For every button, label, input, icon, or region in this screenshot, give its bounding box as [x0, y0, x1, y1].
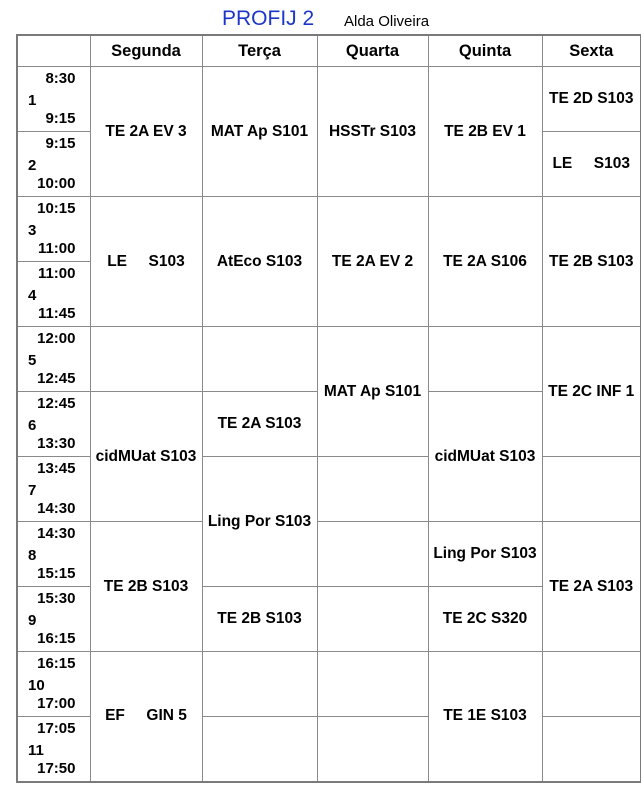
- slot-end-time: 10:00: [37, 175, 76, 192]
- slot-start-time: 14:30: [37, 525, 76, 542]
- time-slot-cell: [17, 457, 90, 522]
- slot-start-time: 8:30: [45, 70, 76, 87]
- lesson-cell: TE 2A S103: [542, 522, 641, 652]
- time-slot-cell: [17, 197, 90, 262]
- slot-number: 1: [28, 92, 37, 109]
- corner-cell: [17, 35, 90, 67]
- lesson-cell: cidMUat S103: [428, 392, 542, 522]
- slot-number: 11: [28, 742, 44, 759]
- slot-start-time: 17:05: [37, 720, 76, 737]
- lesson-cell: HSSTr S103: [317, 67, 428, 197]
- lesson-cell: Ling Por S103: [428, 522, 542, 587]
- lesson-cell: TE 2A EV 3: [90, 67, 202, 197]
- empty-cell: [317, 457, 428, 522]
- lesson-cell: TE 2D S103: [542, 67, 641, 132]
- slot-start-time: 11:00: [37, 265, 76, 282]
- empty-cell: [202, 327, 317, 392]
- empty-cell: [90, 327, 202, 392]
- lesson-cell: EF GIN 5: [90, 652, 202, 782]
- slot-end-time: 9:15: [45, 110, 76, 127]
- slot-end-time: 11:45: [37, 305, 76, 322]
- class-code: PROFIJ 2: [222, 7, 315, 30]
- lesson-cell: Ling Por S103: [202, 457, 317, 587]
- time-slot-cell: [17, 392, 90, 457]
- lesson-cell: MAT Ap S101: [202, 67, 317, 197]
- lesson-cell: TE 2A S103: [202, 392, 317, 457]
- slot-start-time: 12:45: [37, 395, 76, 412]
- slot-end-time: 14:30: [37, 500, 76, 517]
- timetable: [16, 34, 641, 783]
- lesson-cell: TE 1E S103: [428, 652, 542, 782]
- time-slot-cell: [17, 652, 90, 717]
- lesson-cell: TE 2B S103: [90, 522, 202, 652]
- lesson-cell: LE S103: [90, 197, 202, 327]
- slot-number: 4: [28, 287, 37, 304]
- slot-number: 5: [28, 352, 37, 369]
- empty-cell: [202, 717, 317, 782]
- empty-cell: [542, 652, 641, 717]
- time-slot-cell: [17, 522, 90, 587]
- time-slot-cell: [17, 262, 90, 327]
- slot-number: 3: [28, 222, 37, 239]
- empty-cell: [542, 457, 641, 522]
- slot-row: [17, 197, 641, 262]
- day-header-row: [17, 35, 641, 67]
- slot-number: 2: [28, 157, 37, 174]
- timetable-header: [0, 7, 641, 33]
- slot-end-time: 11:00: [37, 240, 76, 257]
- slot-number: 6: [28, 417, 37, 434]
- slot-end-time: 16:15: [37, 630, 76, 647]
- slot-end-time: 13:30: [37, 435, 76, 452]
- empty-cell: [428, 327, 542, 392]
- day-header: Quinta: [428, 35, 542, 67]
- lesson-cell: TE 2A S106: [428, 197, 542, 327]
- teacher-name: Alda Oliveira: [344, 13, 430, 30]
- lesson-cell: MAT Ap S101: [317, 327, 428, 457]
- slot-start-time: 13:45: [37, 460, 76, 477]
- slot-end-time: 12:45: [37, 370, 76, 387]
- slot-start-time: 15:30: [37, 590, 76, 607]
- empty-cell: [542, 717, 641, 782]
- slot-start-time: 9:15: [45, 135, 76, 152]
- slot-number: 9: [28, 612, 37, 629]
- slot-end-time: 15:15: [37, 565, 76, 582]
- empty-cell: [317, 717, 428, 782]
- slot-number: 10: [28, 677, 45, 694]
- lesson-cell: AtEco S103: [202, 197, 317, 327]
- time-slot-cell: [17, 717, 90, 782]
- lesson-cell: TE 2B EV 1: [428, 67, 542, 197]
- empty-cell: [317, 652, 428, 717]
- time-slot-cell: [17, 327, 90, 392]
- slot-start-time: 16:15: [37, 655, 76, 672]
- lesson-cell: cidMUat S103: [90, 392, 202, 522]
- slot-number: 8: [28, 547, 37, 564]
- slot-row: [17, 67, 641, 132]
- lesson-cell: TE 2C INF 1: [542, 327, 641, 457]
- slot-number: 7: [28, 482, 37, 499]
- lesson-cell: TE 2C S320: [428, 587, 542, 652]
- empty-cell: [317, 522, 428, 587]
- slot-row: [17, 652, 641, 717]
- lesson-cell: TE 2B S103: [542, 197, 641, 327]
- slot-start-time: 10:15: [37, 200, 76, 217]
- empty-cell: [202, 652, 317, 717]
- time-slot-cell: [17, 587, 90, 652]
- lesson-cell: TE 2B S103: [202, 587, 317, 652]
- time-slot-cell: [17, 132, 90, 197]
- day-header: Segunda: [90, 35, 202, 67]
- slot-end-time: 17:50: [37, 760, 76, 777]
- slot-row: [17, 327, 641, 392]
- slot-row: [17, 522, 641, 587]
- day-header: Terça: [202, 35, 317, 67]
- slot-start-time: 12:00: [37, 330, 76, 347]
- slot-end-time: 17:00: [37, 695, 76, 712]
- day-header: Sexta: [542, 35, 641, 67]
- lesson-cell: TE 2A EV 2: [317, 197, 428, 327]
- empty-cell: [317, 587, 428, 652]
- lesson-cell: LE S103: [542, 132, 641, 197]
- time-slot-cell: [17, 67, 90, 132]
- day-header: Quarta: [317, 35, 428, 67]
